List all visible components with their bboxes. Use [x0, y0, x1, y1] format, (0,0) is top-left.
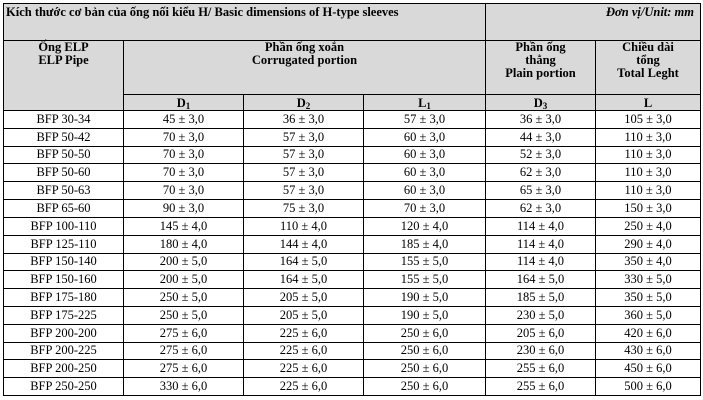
cell-d3: 230 ± 6,0	[486, 342, 596, 360]
cell-l1: 250 ± 6,0	[364, 378, 486, 396]
cell-l: 350 ± 5,0	[596, 289, 701, 307]
table-row	[4, 253, 701, 271]
col-d3: $D_3$	[486, 95, 596, 111]
col-d2: $D_2$	[244, 95, 364, 111]
cell-d1: 180 ± 4,0	[124, 235, 244, 253]
cell-l1: 57 ± 3,0	[364, 111, 486, 129]
table-row	[4, 146, 701, 164]
cell-pipe: BFP 250-250	[4, 378, 124, 396]
table-row	[4, 289, 701, 307]
table-row	[4, 378, 701, 396]
table-row	[4, 342, 701, 360]
cell-l1: 155 ± 5,0	[364, 253, 486, 271]
cell-pipe: BFP 150-160	[4, 271, 124, 289]
cell-pipe: BFP 200-200	[4, 324, 124, 342]
cell-pipe: BFP 50-63	[4, 182, 124, 200]
cell-d2: 225 ± 6,0	[244, 324, 364, 342]
cell-d2: 144 ± 4,0	[244, 235, 364, 253]
table-body	[4, 111, 701, 396]
cell-l: 360 ± 5,0	[596, 306, 701, 324]
corrugated-header	[124, 41, 486, 95]
cell-l: 430 ± 6,0	[596, 342, 701, 360]
cell-pipe: BFP 50-50	[4, 146, 124, 164]
cell-d3: 230 ± 5,0	[486, 306, 596, 324]
cell-d3: 62 ± 3,0	[486, 164, 596, 182]
cell-l1: 70 ± 3,0	[364, 200, 486, 218]
cell-pipe: BFP 50-42	[4, 128, 124, 146]
cell-d1: 90 ± 3,0	[124, 200, 244, 218]
cell-d2: 164 ± 5,0	[244, 271, 364, 289]
cell-d2: 205 ± 5,0	[244, 306, 364, 324]
cell-d2: 225 ± 6,0	[244, 342, 364, 360]
total-header-vi-1: Chiều dài	[622, 40, 674, 54]
plain-header	[486, 41, 596, 95]
table-row	[4, 217, 701, 235]
col-l1: $L_1$	[364, 95, 486, 111]
table-row	[4, 111, 701, 129]
cell-d1: 200 ± 5,0	[124, 253, 244, 271]
cell-l1: 60 ± 3,0	[364, 146, 486, 164]
cell-d3: 255 ± 6,0	[486, 378, 596, 396]
unit-label: Đơn vị/Unit: mm	[486, 4, 701, 41]
corrugated-header-en: Corrugated portion	[251, 53, 358, 68]
cell-d2: 75 ± 3,0	[244, 200, 364, 218]
cell-d3: 255 ± 6,0	[486, 360, 596, 378]
plain-header-en: Plain portion	[505, 66, 576, 81]
cell-d1: 45 ± 3,0	[124, 111, 244, 129]
pipe-header-vi: Ống ELP	[38, 40, 89, 54]
cell-d2: 110 ± 4,0	[244, 217, 364, 235]
cell-d2: 57 ± 3,0	[244, 146, 364, 164]
cell-pipe: BFP 150-140	[4, 253, 124, 271]
cell-d1: 70 ± 3,0	[124, 164, 244, 182]
cell-pipe: BFP 50-60	[4, 164, 124, 182]
cell-l: 330 ± 5,0	[596, 271, 701, 289]
cell-pipe: BFP 65-60	[4, 200, 124, 218]
cell-pipe: BFP 175-180	[4, 289, 124, 307]
cell-d3: 62 ± 3,0	[486, 200, 596, 218]
cell-l1: 250 ± 6,0	[364, 324, 486, 342]
col-d1: $D_1$	[124, 95, 244, 111]
cell-d1: 330 ± 6,0	[124, 378, 244, 396]
table-row	[4, 164, 701, 182]
cell-d2: 225 ± 6,0	[244, 360, 364, 378]
cell-d3: 114 ± 4,0	[486, 235, 596, 253]
cell-d1: 275 ± 6,0	[124, 342, 244, 360]
pipe-header-en: ELP Pipe	[38, 53, 89, 68]
cell-l: 150 ± 3,0	[596, 200, 701, 218]
plain-header-vi-1: Phần ống	[515, 40, 566, 54]
cell-l: 110 ± 3,0	[596, 128, 701, 146]
pipe-header	[4, 41, 124, 111]
cell-d1: 70 ± 3,0	[124, 128, 244, 146]
table-row	[4, 271, 701, 289]
cell-l1: 60 ± 3,0	[364, 164, 486, 182]
total-header-vi-2: tổng	[636, 53, 660, 68]
cell-pipe: BFP 175-225	[4, 306, 124, 324]
cell-d3: 36 ± 3,0	[486, 111, 596, 129]
cell-pipe: BFP 125-110	[4, 235, 124, 253]
cell-d2: 57 ± 3,0	[244, 128, 364, 146]
cell-l: 110 ± 3,0	[596, 146, 701, 164]
dimensions-table	[3, 3, 701, 396]
table-row	[4, 235, 701, 253]
cell-d3: 52 ± 3,0	[486, 146, 596, 164]
cell-d2: 164 ± 5,0	[244, 253, 364, 271]
table-row	[4, 182, 701, 200]
plain-header-vi-2: thẳng	[525, 53, 556, 68]
cell-d1: 250 ± 5,0	[124, 306, 244, 324]
cell-l: 290 ± 4,0	[596, 235, 701, 253]
cell-d1: 145 ± 4,0	[124, 217, 244, 235]
cell-l: 250 ± 4,0	[596, 217, 701, 235]
cell-l1: 250 ± 6,0	[364, 360, 486, 378]
cell-l: 420 ± 6,0	[596, 324, 701, 342]
cell-d1: 70 ± 3,0	[124, 182, 244, 200]
cell-l1: 185 ± 4,0	[364, 235, 486, 253]
cell-d1: 275 ± 6,0	[124, 360, 244, 378]
cell-d2: 36 ± 3,0	[244, 111, 364, 129]
cell-d2: 225 ± 6,0	[244, 378, 364, 396]
table-row	[4, 360, 701, 378]
cell-d3: 205 ± 6,0	[486, 324, 596, 342]
cell-d3: 114 ± 4,0	[486, 253, 596, 271]
cell-pipe: BFP 30-34	[4, 111, 124, 129]
cell-d3: 185 ± 5,0	[486, 289, 596, 307]
cell-d1: 275 ± 6,0	[124, 324, 244, 342]
cell-l1: 190 ± 5,0	[364, 289, 486, 307]
cell-l1: 60 ± 3,0	[364, 128, 486, 146]
col-l: L	[596, 95, 701, 111]
cell-d2: 57 ± 3,0	[244, 164, 364, 182]
cell-l: 110 ± 3,0	[596, 182, 701, 200]
table-row	[4, 306, 701, 324]
cell-l: 110 ± 3,0	[596, 164, 701, 182]
cell-l: 350 ± 4,0	[596, 253, 701, 271]
cell-l1: 155 ± 5,0	[364, 271, 486, 289]
cell-pipe: BFP 100-110	[4, 217, 124, 235]
cell-l1: 120 ± 4,0	[364, 217, 486, 235]
cell-d1: 200 ± 5,0	[124, 271, 244, 289]
table-row	[4, 128, 701, 146]
cell-l: 105 ± 3,0	[596, 111, 701, 129]
cell-d3: 65 ± 3,0	[486, 182, 596, 200]
table-row	[4, 324, 701, 342]
cell-l: 500 ± 6,0	[596, 378, 701, 396]
cell-l1: 250 ± 6,0	[364, 342, 486, 360]
cell-pipe: BFP 200-250	[4, 360, 124, 378]
total-header-en: Total Leght	[617, 66, 679, 81]
cell-d2: 57 ± 3,0	[244, 182, 364, 200]
corrugated-header-vi: Phần ống xoắn	[264, 40, 345, 54]
cell-l1: 60 ± 3,0	[364, 182, 486, 200]
cell-d2: 205 ± 5,0	[244, 289, 364, 307]
cell-l1: 190 ± 5,0	[364, 306, 486, 324]
cell-d3: 114 ± 4,0	[486, 217, 596, 235]
cell-l: 450 ± 6,0	[596, 360, 701, 378]
cell-pipe: BFP 200-225	[4, 342, 124, 360]
cell-d3: 164 ± 5,0	[486, 271, 596, 289]
table-row	[4, 200, 701, 218]
cell-d1: 70 ± 3,0	[124, 146, 244, 164]
table-title: Kích thước cơ bản của ống nối kiểu H/ Basic dimensions of H-type sleeves	[4, 4, 486, 41]
total-header	[596, 41, 701, 95]
cell-d3: 44 ± 3,0	[486, 128, 596, 146]
cell-d1: 250 ± 5,0	[124, 289, 244, 307]
